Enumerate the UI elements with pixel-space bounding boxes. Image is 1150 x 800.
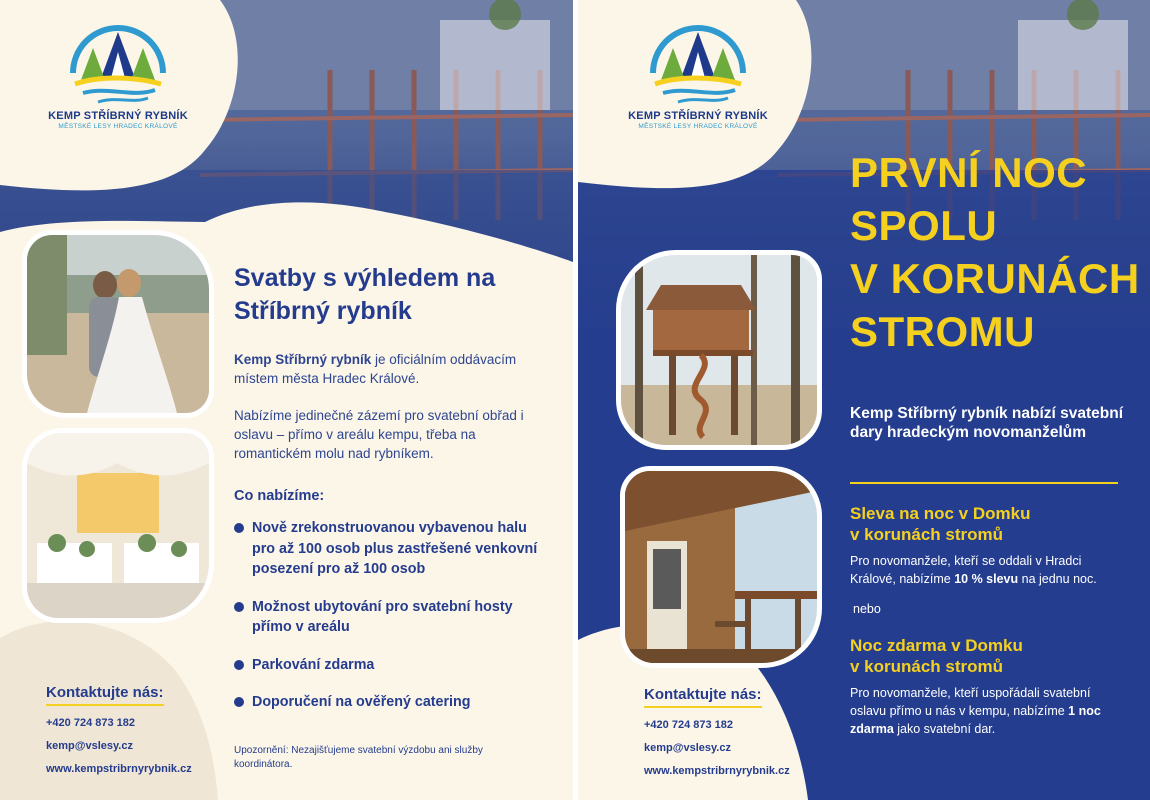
contact-web[interactable]: www.kempstribrnyrybnik.cz: [46, 763, 192, 775]
kemp-logo: [608, 18, 788, 130]
title-line: STROMU: [850, 308, 1035, 355]
intro-bold: Kemp Stříbrný rybník: [234, 352, 372, 367]
contact-email[interactable]: kemp@vslesy.cz: [46, 740, 133, 752]
offer-item: Parkování zdarma: [234, 655, 544, 676]
offer-item: Doporučení na ověřený catering: [234, 692, 544, 713]
contact-email[interactable]: kemp@vslesy.cz: [644, 742, 731, 754]
logo-brand-text: KEMP STŘÍBRNÝ RYBNÍK: [48, 110, 188, 122]
treehouse-flyer-right-page: [578, 0, 1150, 800]
intro-paragraph: [234, 350, 554, 388]
offer-item: Nově zrekonstruovanou vybavenou halu pro až 100 osob plus zastřešené venkovní posezení pro až 100 osob: [234, 518, 544, 580]
kemp-logo: [28, 18, 208, 130]
free-night-text: Pro novomanžele, kteří uspořádali svatební oslavu přímo u nás v kempu, nabízíme 1 noc zdarma jako svatební dar.: [850, 686, 1101, 736]
wedding-title-line1: Svatby s výhledem na: [234, 264, 496, 292]
offer-heading: Co nabízíme:: [234, 488, 325, 504]
discount-heading: Sleva na noc v Domku v korunách stromů: [850, 504, 1031, 544]
logo-subtitle-text: MĚSTSKÉ LESY HRADEC KRÁLOVÉ: [638, 123, 758, 130]
tent-trees-logo-icon: [643, 18, 753, 106]
contact-heading: Kontaktujte nás:: [644, 686, 762, 708]
treehouse-terrace-photo: [620, 466, 822, 668]
discount-text: Pro novomanžele, kteří se oddali v Hradci Králové, nabízíme 10 % slevu na jednu noc.: [850, 554, 1097, 586]
couple-photo: [22, 230, 214, 418]
logo-subtitle-text: MĚSTSKÉ LESY HRADEC KRÁLOVÉ: [58, 123, 178, 130]
wedding-title: [234, 262, 554, 328]
bullet-dot-icon: [234, 602, 244, 612]
contact-heading: Kontaktujte nás:: [46, 684, 164, 706]
yellow-divider: [850, 482, 1118, 484]
bullet-dot-icon: [234, 660, 244, 670]
logo-brand-text: KEMP STŘÍBRNÝ RYBNÍK: [628, 110, 768, 122]
tent-trees-logo-icon: [63, 18, 173, 106]
contact-phone[interactable]: +420 724 873 182: [46, 717, 136, 729]
or-separator: nebo: [853, 602, 881, 616]
offer-item: Možnost ubytování pro svatební hosty přímo v areálu: [234, 597, 544, 638]
treehouse-photo: [616, 250, 822, 450]
disclaimer-note: Upozornění: Nezajišťujeme svatební výzdobu ani služby koordinátora.: [234, 745, 483, 770]
venue-paragraph: Nabízíme jedinečné zázemí pro svatební obřad i oslavu – přímo v areálu kempu, třeba na romantickém molu nad rybníkem.: [234, 408, 524, 461]
title-line: PRVNÍ NOC: [850, 149, 1088, 196]
treehouse-title: [850, 146, 1140, 358]
wedding-flyer-left-page: [0, 0, 573, 800]
intro-rest: je oficiálním oddávacím místem města Hradec Králové.: [234, 352, 517, 386]
contact-web[interactable]: www.kempstribrnyrybnik.cz: [644, 765, 790, 777]
free-night-heading: Noc zdarma v Domku v korunách stromů: [850, 636, 1023, 676]
contact-phone[interactable]: +420 724 873 182: [644, 719, 734, 731]
offer-list: [234, 518, 544, 713]
title-line: V KORUNÁCH: [850, 255, 1140, 302]
banquet-hall-photo: [22, 428, 214, 623]
wedding-title-line2: Stříbrný rybník: [234, 297, 412, 325]
contact-block: [644, 686, 844, 777]
contact-block: [46, 684, 246, 775]
bullet-dot-icon: [234, 523, 244, 533]
title-line: SPOLU: [850, 202, 998, 249]
gift-lead: Kemp Stříbrný rybník nabízí svatební dary hradeckým novomanželům: [850, 405, 1124, 441]
